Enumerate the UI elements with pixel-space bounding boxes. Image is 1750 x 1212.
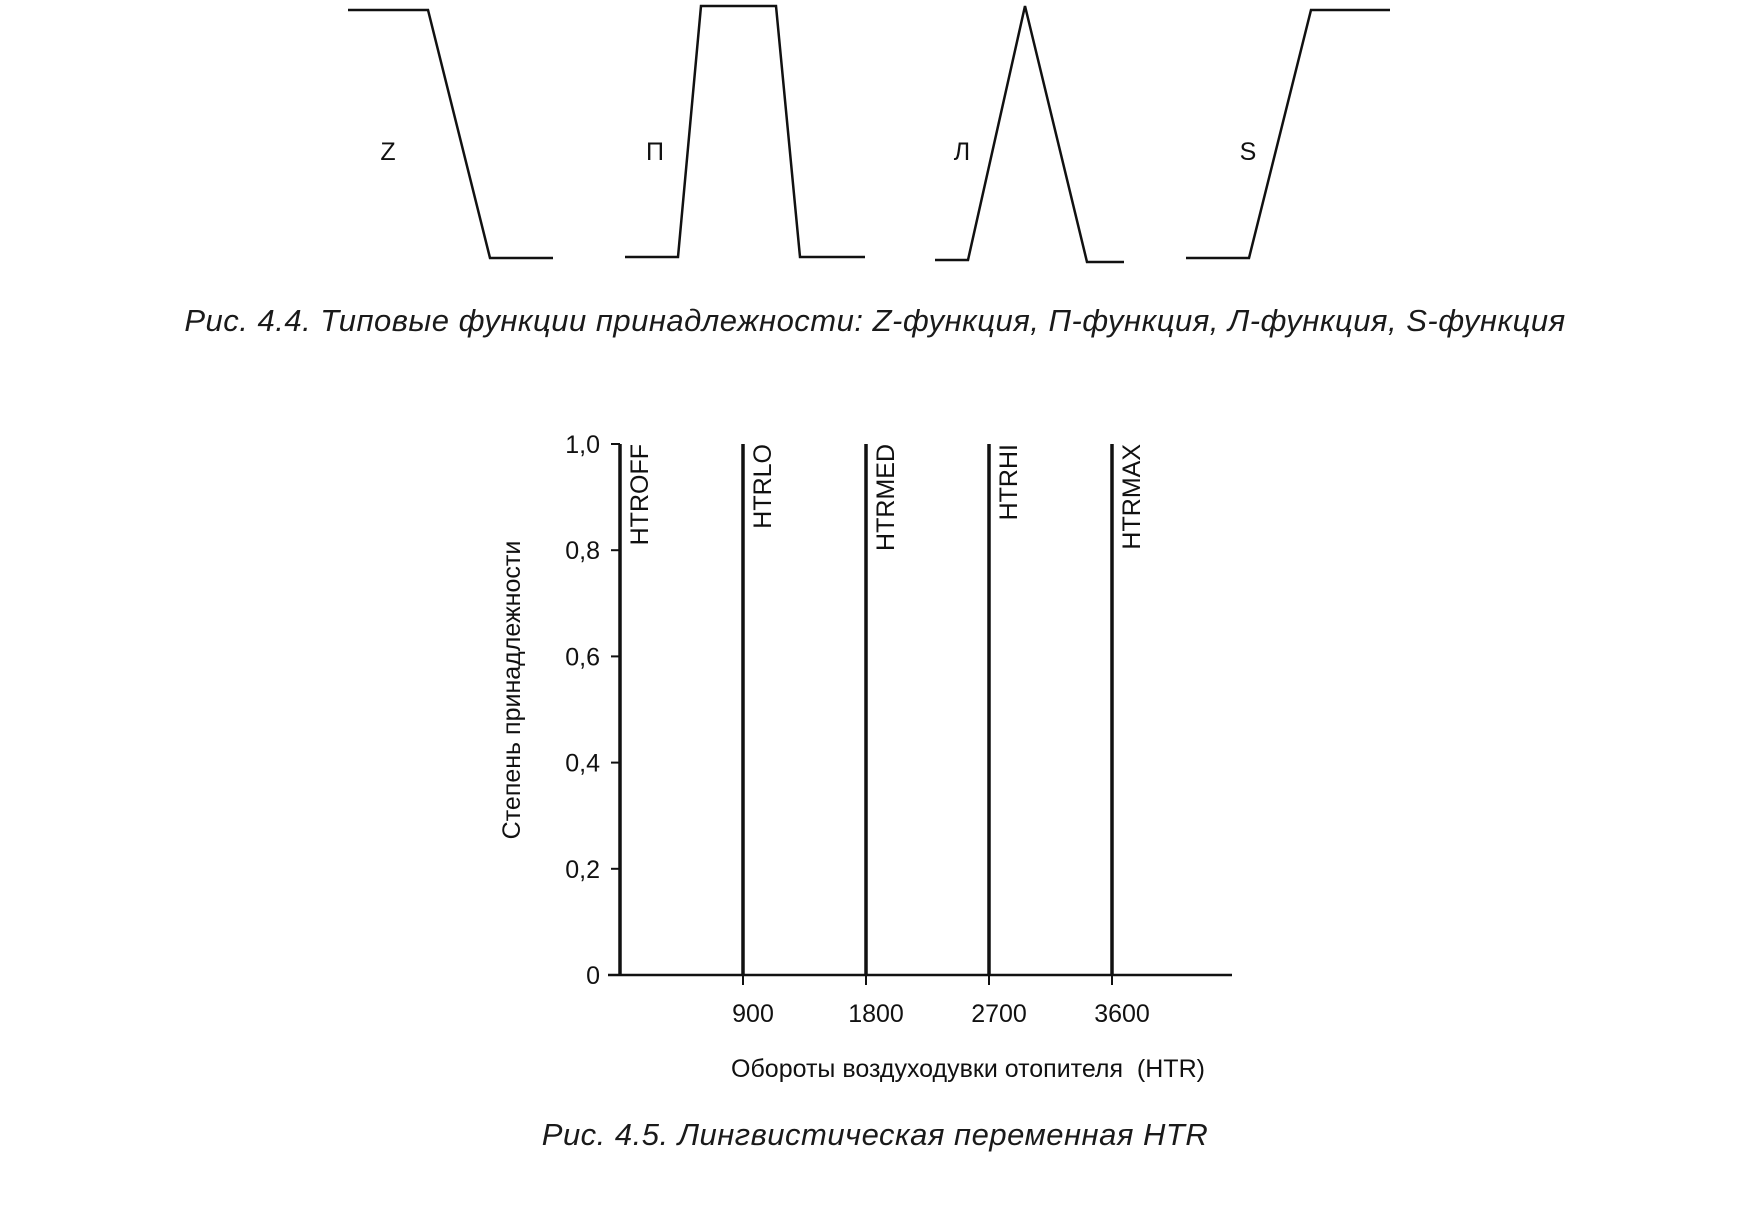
y-tick-label: 0,8 bbox=[565, 537, 600, 566]
series-label-htrmax: HTRMAX bbox=[1118, 444, 1146, 550]
y-tick-label: 0 bbox=[586, 962, 600, 990]
x-tick-label: 900 bbox=[732, 1000, 774, 1028]
x-tick-label: 1800 bbox=[848, 1000, 904, 1028]
y-tick-label: 0,2 bbox=[565, 855, 600, 884]
y-tick-label: 1,0 bbox=[565, 431, 600, 459]
s-function-label: S bbox=[1239, 138, 1257, 166]
chart-labels bbox=[498, 431, 1205, 1083]
y-axis-title: Степень принадлежности bbox=[498, 540, 526, 840]
pi-function-label: П bbox=[646, 138, 664, 166]
figure-4-5-caption: Рис. 4.5. Лингвистическая переменная HTR bbox=[541, 1117, 1209, 1152]
x-axis-title: Обороты воздуходувки отопителя (HTR) bbox=[731, 1055, 1205, 1083]
z-function-label: Z bbox=[380, 138, 396, 166]
y-tick-label: 0,4 bbox=[565, 749, 600, 778]
y-tick-label: 0,6 bbox=[565, 643, 600, 672]
series-label-htrlo: HTRLO bbox=[749, 444, 777, 529]
series-label-htrhi: HTRHI bbox=[995, 444, 1023, 521]
chart-marks bbox=[620, 444, 1112, 975]
x-tick-label: 3600 bbox=[1094, 1000, 1150, 1028]
series-label-htrmed: HTRMED bbox=[872, 444, 900, 551]
x-tick-label: 2700 bbox=[971, 1000, 1027, 1028]
lambda-function-label: Л bbox=[953, 138, 971, 166]
series-label-htroff: HTROFF bbox=[626, 444, 654, 546]
figure-4-4-caption: Рис. 4.4. Типовые функции принадлежности: Z-функция, П-функция, Л-функция, S-функция bbox=[184, 303, 1566, 338]
